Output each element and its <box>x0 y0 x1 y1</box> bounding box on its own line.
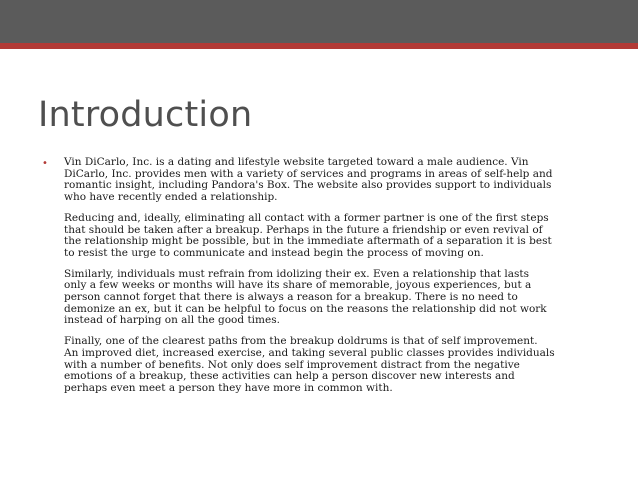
text-line: Vin DiCarlo, Inc. is a dating and lifestyle website targeted toward a male audience. Vin <box>64 156 529 168</box>
paragraph-no-contact <box>64 213 606 260</box>
text-line: with a number of benefits. Not only does self improvement distract from the negative <box>64 358 520 371</box>
text-line: romantic insight, including Pandora's Box. The website also provides support to individuals <box>64 179 552 192</box>
text-line: DiCarlo, Inc. provides men with a variety of services and programs in areas of self-help and <box>64 167 553 180</box>
text-line: that should be taken after a breakup. Perhaps in the future a friendship or even revival of <box>64 223 543 236</box>
text-line: person cannot forget that there is always a reason for a breakup. There is no need to <box>64 291 518 304</box>
text-line: instead of harping on all the good times. <box>64 314 280 327</box>
slide-body <box>64 157 606 404</box>
text-line: only a few weeks or months will have its share of memorable, joyous experiences, but a <box>64 279 532 292</box>
text-line: An improved diet, increased exercise, and taking several public classes provides individuals <box>64 346 555 359</box>
text-line: the relationship might be possible, but in the immediate aftermath of a separation it is best <box>64 235 552 248</box>
text-line: who have recently ended a relationship. <box>64 191 278 204</box>
paragraph-intro <box>64 157 606 204</box>
text-line: demonize an ex, but it can be helpful to focus on the reasons the relationship did not work <box>64 302 547 315</box>
slide-title: Introduction <box>38 95 253 135</box>
text-line: Similarly, individuals must refrain from idolizing their ex. Even a relationship that lasts <box>64 267 529 280</box>
text-line: to resist the urge to communicate and instead begin the process of moving on. <box>64 246 484 259</box>
text-line: Reducing and, ideally, eliminating all contact with a former partner is one of the first steps <box>64 211 549 224</box>
paragraph-self-improvement <box>64 336 606 395</box>
top-banner <box>0 0 638 43</box>
text-line: emotions of a breakup, these activities can help a person discover new interests and <box>64 370 515 383</box>
paragraph-idolizing <box>64 269 606 328</box>
text-line: perhaps even meet a person they have more in common with. <box>64 381 393 394</box>
text-line: Finally, one of the clearest paths from the breakup doldrums is that of self improvement. <box>64 335 538 348</box>
bullet-icon: • <box>42 158 48 169</box>
accent-stripe <box>0 43 638 49</box>
